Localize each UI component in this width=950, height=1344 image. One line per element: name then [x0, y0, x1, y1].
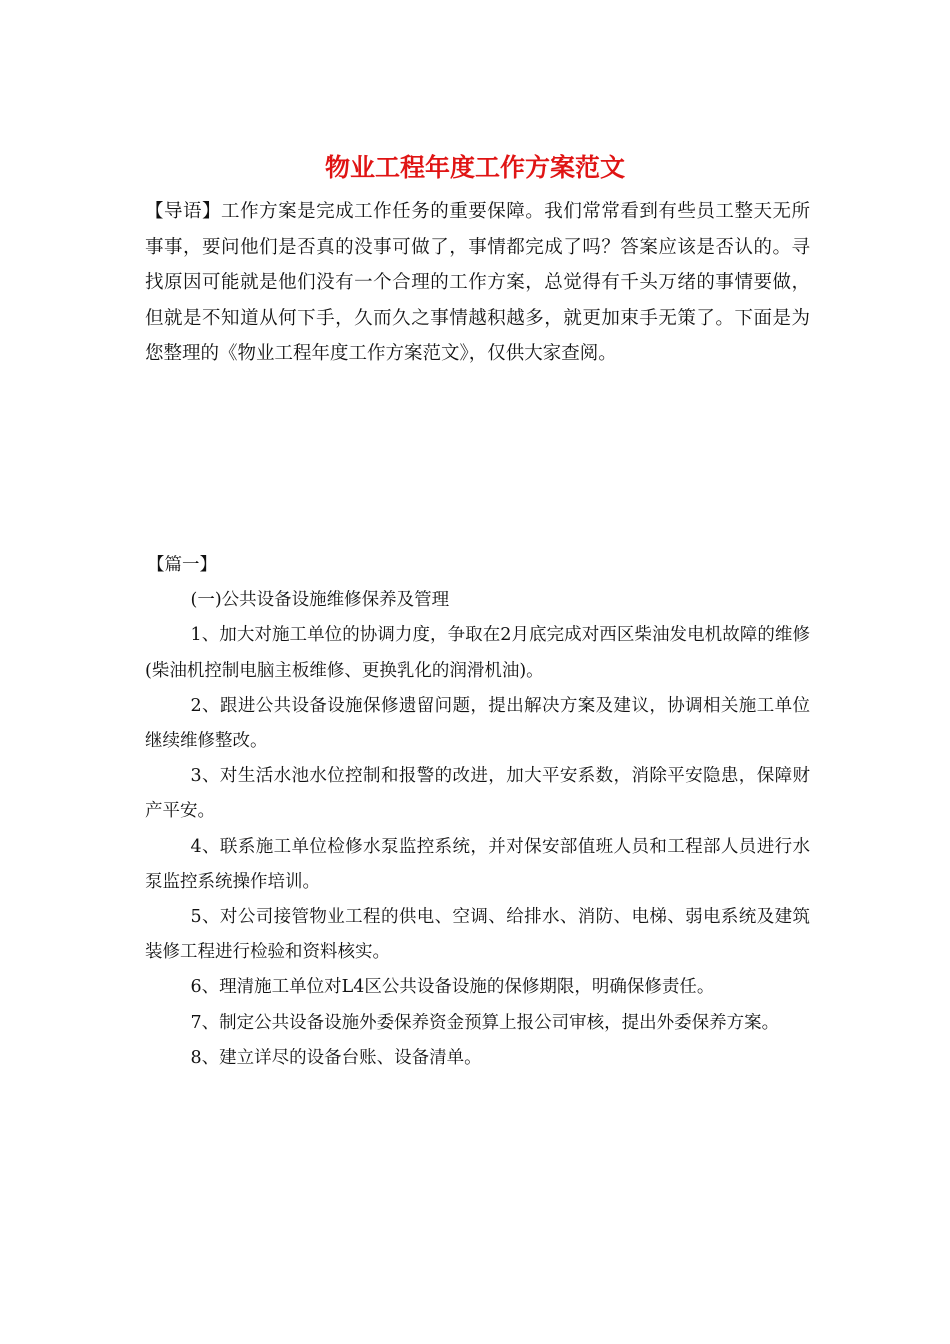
list-item: 6、理清施工单位对L4区公共设备设施的保修期限，明确保修责任。: [190, 977, 715, 998]
intro-paragraph: 【导语】工作方案是完成工作任务的重要保障。我们常常看到有些员工整天无所事事，要问他们是否真的没事可做了，事情都完成了吗？答案应该是否认的。寻找原因可能就是他们没有一个合理的工作方案，总觉得有千头万绪的事情要做，但就是不知道从何下手，久而久之事情越积越多，就更加束手无策了。下面是为您整理的《物业工程年度工作方案范文》，仅供大家查阅。: [145, 201, 810, 364]
list-item: 1、加大对施工单位的协调力度，争取在2月底完成对西区柴油发电机故障的维修(柴油机控制电脑主板维修、更换乳化的润滑机油)。: [145, 625, 810, 681]
list-item: 3、对生活水池水位控制和报警的改进，加大平安系数，消除平安隐患，保障财产平安。: [145, 766, 810, 822]
document-title: 物业工程年度工作方案范文: [324, 153, 625, 182]
list-item: 7、制定公共设备设施外委保养资金预算上报公司审核，提出外委保养方案。: [190, 1012, 780, 1033]
list-item: 8、建立详尽的设备台账、设备清单。: [190, 1047, 482, 1068]
section-label: 【篇一】: [147, 555, 217, 575]
subsection-title: (一)公共设备设施维修保养及管理: [190, 590, 450, 611]
list-item: 4、联系施工单位检修水泵监控系统，并对保安部值班人员和工程部人员进行水泵监控系统操作培训。: [145, 836, 810, 892]
list-item: 2、跟进公共设备设施保修遗留问题，提出解决方案及建议，协调相关施工单位继续维修整改。: [145, 695, 810, 752]
list-item: 5、对公司接管物业工程的供电、空调、给排水、消防、电梯、弱电系统及建筑装修工程进行检验和资料核实。: [145, 907, 810, 963]
body-section: [145, 548, 810, 1076]
